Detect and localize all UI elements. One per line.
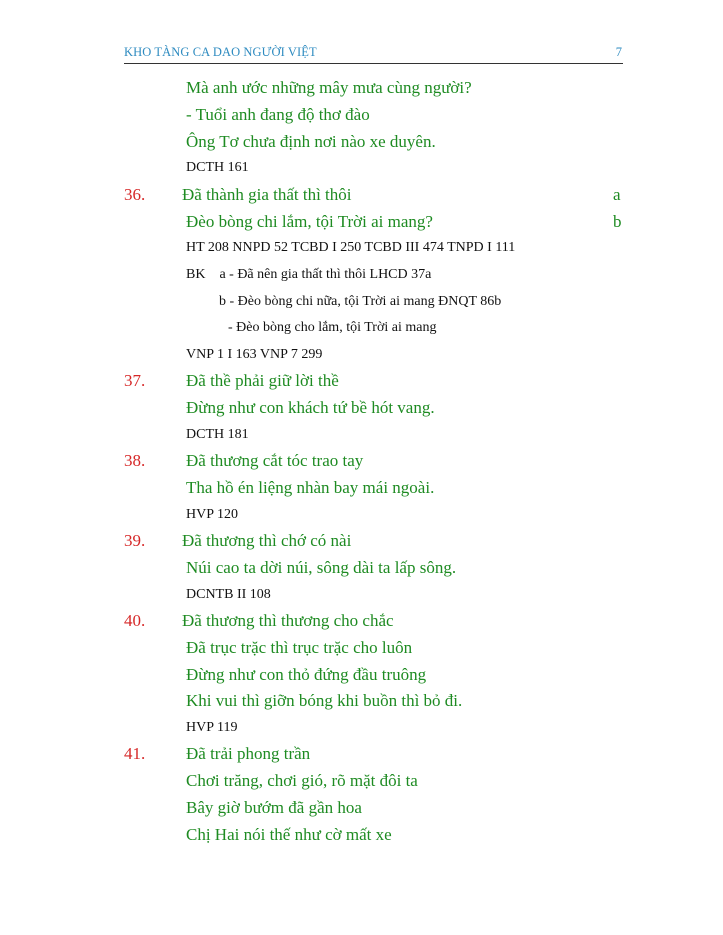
variant-reference: - Đèo bòng cho lắm, tội Trời ai mang — [228, 320, 437, 335]
entry-number-39: 39. — [124, 531, 146, 550]
running-header-title: KHO TÀNG CA DAO NGƯỜI VIỆT — [124, 45, 317, 59]
verse-line: Mà anh ước những mây mưa cùng người? — [186, 78, 472, 97]
verse-line: Ông Tơ chưa định nơi nào xe duyên. — [186, 132, 436, 151]
entry-number-41: 41. — [124, 744, 146, 763]
verse-line: Đã trải phong trần — [186, 744, 311, 763]
entry-number-37: 37. — [124, 371, 146, 390]
verse-line: Chị Hai nói thế như cờ mất xe — [186, 825, 392, 844]
verse-line: Chơi trăng, chơi gió, rõ mặt đôi ta — [186, 771, 418, 790]
entry-number-38: 38. — [124, 451, 146, 470]
verse-line: Đã thương cắt tóc trao tay — [186, 451, 364, 470]
verse-line: Đừng như con thỏ đứng đầu truông — [186, 665, 427, 684]
verse-line: Núi cao ta dời núi, sông dài ta lấp sông. — [186, 558, 457, 577]
verse-line: Đừng như con khách tứ bề hót vang. — [186, 398, 435, 417]
variant-reference: BK a - Đã nên gia thất thì thôi LHCD 37a — [186, 267, 432, 282]
verse-line: Đã thương thì thương cho chắc — [182, 611, 394, 630]
verse-line: - Tuổi anh đang độ thơ đào — [186, 105, 370, 124]
page-number: 7 — [615, 45, 622, 59]
verse-line: Đã thề phải giữ lời thề — [186, 371, 339, 390]
source-reference: DCTH 161 — [186, 160, 249, 175]
verse-line: Khi vui thì giỡn bóng khi buồn thì bỏ đi. — [186, 691, 463, 710]
verse-marker-b: b — [613, 212, 622, 231]
verse-line: Đã thành gia thất thì thôi — [182, 185, 352, 204]
source-reference: HT 208 NNPD 52 TCBD I 250 TCBD III 474 TNPD I 111 — [186, 240, 516, 255]
verse-line: Đã trục trặc thì trục trặc cho luôn — [186, 638, 413, 657]
verse-line: Tha hồ én liệng nhàn bay mái ngoài. — [186, 478, 435, 497]
verse-line: Bây giờ bướm đã gần hoa — [186, 798, 362, 817]
entry-number-36: 36. — [124, 185, 146, 204]
source-reference: DCNTB II 108 — [186, 587, 271, 602]
verse-line: Đèo bòng chi lắm, tội Trời ai mang? — [186, 212, 433, 231]
verse-line: Đã thương thì chớ có nài — [182, 531, 352, 550]
source-reference: HVP 120 — [186, 507, 238, 522]
header-divider — [124, 63, 623, 64]
verse-marker-a: a — [613, 185, 621, 204]
source-reference: DCTH 181 — [186, 427, 249, 442]
entry-number-40: 40. — [124, 611, 146, 630]
source-reference: HVP 119 — [186, 720, 238, 735]
variant-reference: b - Đèo bòng chi nữa, tội Trời ai mang ĐNQT 86b — [219, 294, 502, 309]
source-reference: VNP 1 I 163 VNP 7 299 — [186, 347, 323, 362]
